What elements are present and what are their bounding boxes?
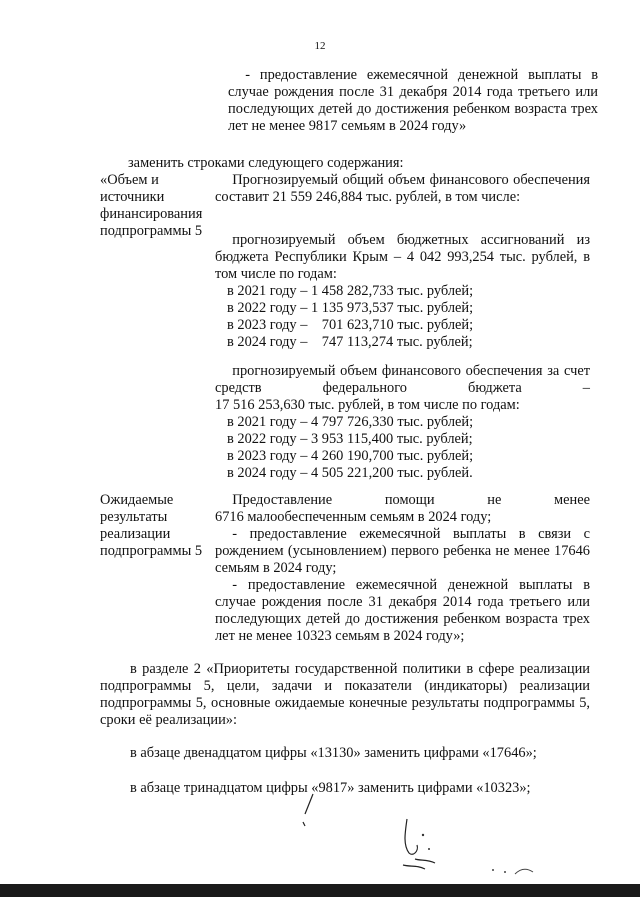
scan-bottom-border <box>0 884 640 897</box>
finance-row-label <box>100 172 210 240</box>
section2-paragraph <box>100 661 590 729</box>
section2-paragraph-text: в разделе 2 «Приоритеты государственной политики в сфере реализации подпрограммы 5, цели, задачи и показатели (индикаторы) реализации подпрограммы 5, основные ожидаемые конечные результаты подпрограммы 5, сроки её реализации»: <box>100 661 590 728</box>
budget-years-list <box>215 283 590 351</box>
replace-intro-text: заменить строками следующего содержания: <box>128 155 404 171</box>
top-item-text: - предоставление ежемесячной денежной выплаты в случае рождения после 31 декабря 2014 года третьего или последующих детей до достижения ребенком возраста трех лет не менее 9817 семьям в 2024 году» <box>228 67 598 134</box>
budget-year-line: в 2024 году – 747 113,274 тыс. рублей; <box>227 334 473 350</box>
pen-mark <box>295 790 325 830</box>
results-item-2-text: - предоставление ежемесячной выплаты в связи с рождением (усыновлением) первого ребенка не менее 17646 семьям в 2024 году; <box>215 526 590 576</box>
signature-mark <box>395 815 455 875</box>
results-label-line: реализации <box>100 526 171 542</box>
federal-year-line: в 2023 году – 4 260 190,700 тыс. рублей; <box>227 448 474 464</box>
paragraph-12-change <box>130 745 590 762</box>
results-row-label <box>100 492 210 560</box>
results-item-2 <box>215 526 590 577</box>
finance-intro <box>215 172 590 206</box>
finance-intro-text: Прогнозируемый общий объем финансового обеспечения составит 21 559 246,884 тыс. рублей, в том числе: <box>215 172 590 205</box>
federal-years-list <box>215 414 590 482</box>
results-label-line: Ожидаемые <box>100 492 174 508</box>
scan-specks <box>485 860 555 880</box>
federal-intro <box>215 363 590 414</box>
results-item-3 <box>215 577 590 645</box>
budget-intro <box>215 232 590 283</box>
results-item-3-text: - предоставление ежемесячной денежной выплаты в случае рождения после 31 декабря 2014 года третьего или последующих детей до достижения ребенком возраста трех лет не менее 10323 семьям в 2024 году»; <box>215 577 590 644</box>
results-item-1-line: Предоставление помощи не менее <box>232 492 590 508</box>
federal-intro-line: прогнозируемый объем финансового обеспечения за счет <box>232 363 590 379</box>
federal-intro-line: 17 516 253,630 тыс. рублей, в том числе по годам: <box>215 397 520 413</box>
replace-intro <box>128 155 528 172</box>
paragraph-13-text: в абзаце тринадцатом цифры «9817» заменить цифрами «10323»; <box>130 780 531 796</box>
federal-year-line: в 2022 году – 3 953 115,400 тыс. рублей; <box>227 431 473 447</box>
budget-year-line: в 2023 году – 701 623,710 тыс. рублей; <box>227 317 474 333</box>
paragraph-12-text: в абзаце двенадцатом цифры «13130» заменить цифрами «17646»; <box>130 745 537 761</box>
results-item-1 <box>215 492 590 526</box>
results-label-line: результаты <box>100 509 168 525</box>
results-label-line: подпрограммы 5 <box>100 543 203 559</box>
federal-year-line: в 2021 году – 4 797 726,330 тыс. рублей; <box>227 414 474 430</box>
top-item <box>228 67 598 135</box>
finance-label-line: подпрограммы 5 <box>100 223 203 239</box>
finance-label-line: финансирования <box>100 206 203 222</box>
finance-label-line: источники <box>100 189 165 205</box>
budget-intro-text: прогнозируемый объем бюджетных ассигнований из бюджета Республики Крым – 4 042 993,254 тыс. рублей, в том числе по годам: <box>215 232 590 282</box>
paragraph-13-change <box>130 780 590 797</box>
results-item-1-line: 6716 малообеспеченным семьям в 2024 году; <box>215 509 492 525</box>
budget-year-line: в 2021 году – 1 458 282,733 тыс. рублей; <box>227 283 474 299</box>
federal-intro-line: средств федерального бюджета – <box>215 380 590 396</box>
budget-year-line: в 2022 году – 1 135 973,537 тыс. рублей; <box>227 300 474 316</box>
page-number: 12 <box>314 40 326 52</box>
finance-label-line: «Объем и <box>100 172 159 188</box>
federal-year-line: в 2024 году – 4 505 221,200 тыс. рублей. <box>227 465 473 481</box>
